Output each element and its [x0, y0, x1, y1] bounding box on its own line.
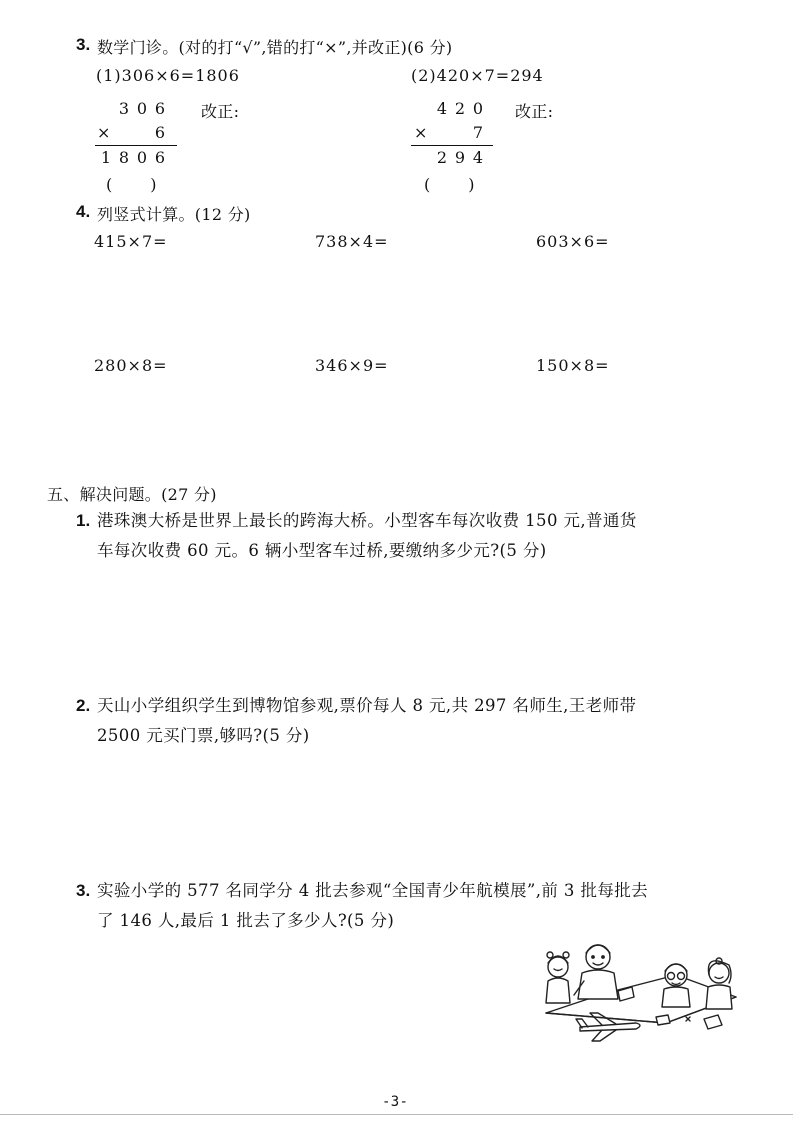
- q4-number: 4.: [76, 202, 91, 221]
- page-number: -3-: [382, 1094, 409, 1110]
- problem1-number: 1.: [76, 511, 91, 530]
- section5-title: 五、解决问题。(27 分): [47, 485, 217, 504]
- problem1-text: 港珠澳大桥是世界上最长的跨海大桥。小型客车每次收费 150 元,普通货 车每次收费 60 元。6 辆小型客车过桥,要缴纳多少元?(5 分): [97, 511, 637, 560]
- q4-exercise-1: 415×7=: [94, 232, 168, 251]
- q4-exercise-2: 738×4=: [315, 232, 389, 251]
- q3-item1-label: (1)306×6=1806: [96, 66, 240, 85]
- q4-exercise-3: 603×6=: [536, 232, 610, 251]
- q3-item2-top-number: 4 2 0: [436, 99, 484, 118]
- q3-item1-mult-sign: ×: [97, 123, 111, 142]
- q4-exercise-5: 346×9=: [315, 356, 389, 375]
- q3-item1-correct-label: 改正:: [201, 102, 240, 121]
- q3-item1-mult-digit: 6: [154, 123, 166, 142]
- q3-item1-result: 1 8 0 6: [100, 148, 166, 167]
- q3-title: 数学门诊。(对的打“√”,错的打“×”,并改正)(6 分): [97, 38, 453, 57]
- q3-item2-mult-sign: ×: [414, 123, 428, 142]
- q3-item2-correct-label: 改正:: [515, 102, 554, 121]
- problem2-number: 2.: [76, 696, 91, 715]
- kids-airplane-model-illustration: [536, 935, 746, 1045]
- problem2-text: 天山小学组织学生到博物馆参观,票价每人 8 元,共 297 名师生,王老师带 2500 元买门票,够吗?(5 分): [97, 696, 637, 745]
- q3-item1-judge-blank[interactable]: ( ): [106, 175, 159, 194]
- q3-item2-label: (2)420×7=294: [411, 66, 544, 85]
- footer-divider: [0, 1114, 793, 1115]
- q3-item2-calc-line: [411, 145, 493, 146]
- q4-exercise-4: 280×8=: [94, 356, 168, 375]
- q4-exercise-6: 150×8=: [536, 356, 610, 375]
- q3-item2-mult-digit: 7: [472, 123, 484, 142]
- problem3-number: 3.: [76, 881, 91, 900]
- problem3-text: 实验小学的 577 名同学分 4 批去参观“全国青少年航模展”,前 3 批每批去 了 146 人,最后 1 批去了多少人?(5 分): [97, 881, 649, 930]
- q3-item2-judge-blank[interactable]: ( ): [424, 175, 477, 194]
- q3-item1-calc-line: [95, 145, 177, 146]
- q3-item1-top-number: 3 0 6: [118, 99, 166, 118]
- q3-number: 3.: [76, 35, 91, 54]
- q4-title: 列竖式计算。(12 分): [97, 205, 251, 224]
- q3-item2-result: 2 9 4: [436, 148, 484, 167]
